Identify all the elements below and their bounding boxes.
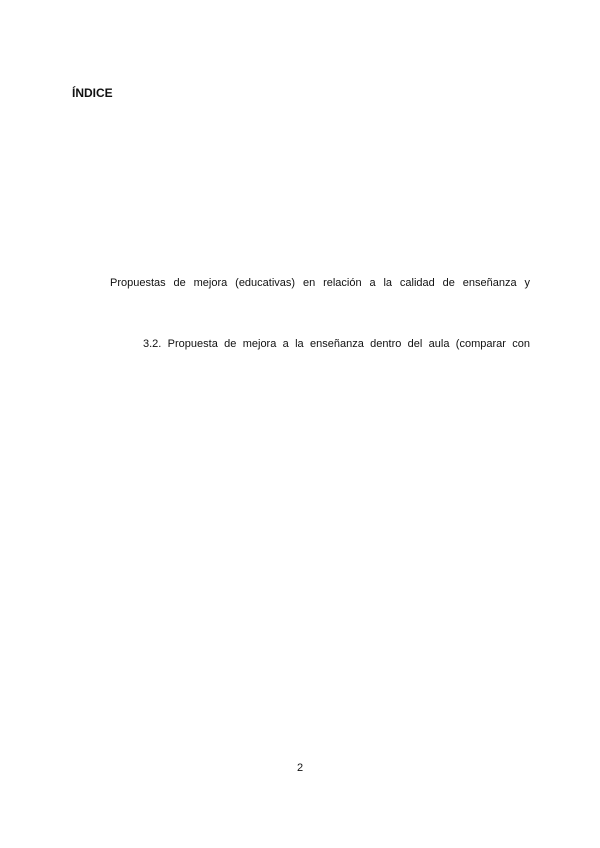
index-heading: ÍNDICE bbox=[72, 86, 113, 100]
toc-entry-text: 3.2. Propuesta de mejora a la enseñanza dentro del aula (comparar con bbox=[143, 338, 530, 350]
toc-entry-text: Propuestas de mejora (educativas) en relación a la calidad de enseñanza y bbox=[110, 277, 530, 289]
page-number: 2 bbox=[296, 762, 304, 774]
